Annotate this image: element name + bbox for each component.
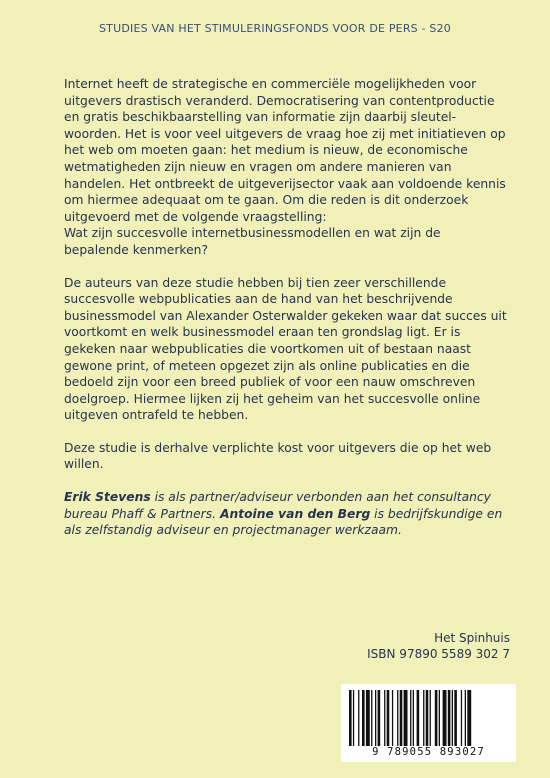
isbn: ISBN 97890 5589 302 7 xyxy=(367,647,510,661)
back-cover-text xyxy=(64,76,508,555)
paragraph-intro: Internet heeft de strategische en commerciële mogelijkheden voor uitgevers drastisch veranderd. Democratisering van contentproductie en gratis beschikbaarstelling van informatie zijn daarbij sleutel-woorden. Het is voor veel uitgevers de vraag hoe zij met initiatieven op het web om moeten gaan: het medium is nieuw, de economische wetmatigheden zijn nieuw en vragen om andere manieren van handelen. Het ontbreekt de uitgeverijsector vaak aan voldoende kennis om hiermee adequaat om te gaan. Om die reden is dit onderzoek uitgevoerd met de volgende vraagstelling: Wat zijn succesvolle internetbusinessmodellen en wat zijn de bepalende kenmerken? xyxy=(64,77,506,257)
paragraph-conclusion: Deze studie is derhalve verplichte kost voor uitgevers die op het web willen. xyxy=(64,440,492,472)
publisher-name: Het Spinhuis xyxy=(434,631,510,645)
author-name-1: Erik Stevens xyxy=(64,490,151,505)
series-title: STUDIES VAN HET STIMULERINGSFONDS VOOR DE PERS - S20 xyxy=(98,22,451,35)
author-name-2: Antoine van den Berg xyxy=(219,506,371,521)
barcode-bars xyxy=(349,690,508,746)
publisher-info xyxy=(367,630,510,662)
author-bio: Erik Stevens is als partner/adviseur verbonden aan het consultancy bureau Phaff & Partners. Antoine van den Berg is bedrijfskundige en als zelfstandig adviseur en projectmanager werkzaam. xyxy=(64,490,503,538)
research-question: Wat zijn succesvolle internetbusinessmodellen en wat zijn de bepalende kenmerken? xyxy=(64,226,441,257)
barcode xyxy=(341,684,516,762)
paragraph-study: De auteurs van deze studie hebben bij tien zeer verschillende succesvolle webpublicaties aan de hand van het beschrijvende businessmodel van Alexander Osterwalder gekeken waar dat succes uit voortkomt en welk businessmodel eraan ten grondslag ligt. Er is gekeken naar webpublicaties die voortkomen uit of bestaan naast gewone print, of meteen opgezet zijn als online publicaties en die bedoeld zijn voor een breed publiek of voor een nauw omschreven doelgroep. Hiermee lijken zij het geheim van het succesvolle online uitgeven ontrafeld te hebben. xyxy=(64,275,507,423)
barcode-digits: 9 789055 893027 xyxy=(372,746,485,758)
